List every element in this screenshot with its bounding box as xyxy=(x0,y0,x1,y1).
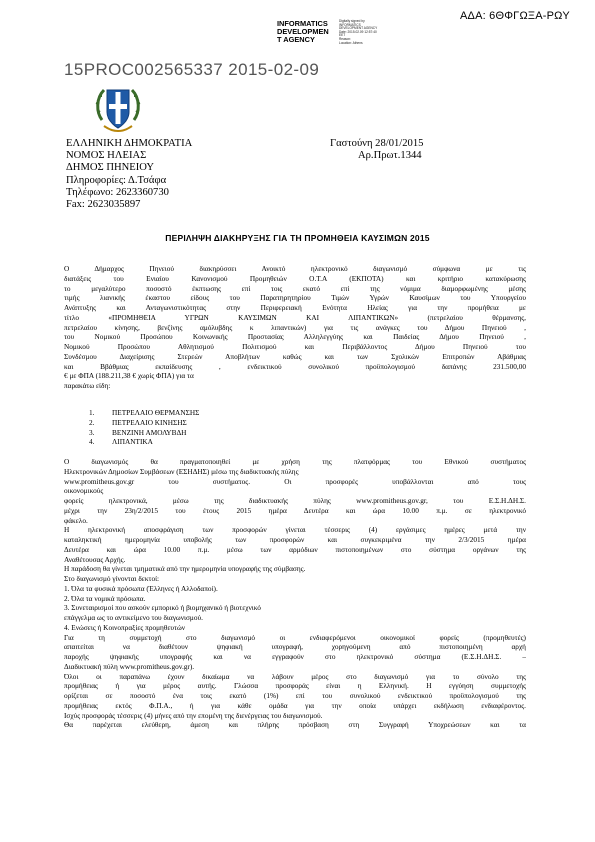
paragraph-line: προμήθειας ή για μέρος αυτής. Γλώσσα προσφοράς είναι η Ελληνική. Η εγγύηση συμμετοχής xyxy=(64,681,526,691)
signature-line: DEVELOPMENT AGENCY xyxy=(339,26,378,31)
fuel-item-number: 4. xyxy=(89,437,95,447)
paragraph-line: 1. Όλα τα φυσικά πρόσωπα (Έλληνες ή Αλλοδαποί). xyxy=(64,583,218,593)
paragraph-line: Δευτέρα και ώρα 10.00 π.μ. μέσω των αρμόδιων πιστοποιημένων στο σύστημα οργάνων της xyxy=(64,544,526,554)
signature-line: Reason: xyxy=(339,36,351,41)
fuel-item-number: 1. xyxy=(89,408,95,417)
paragraph-line: Νομικού Προσώπου Αθλητισμού Πολιτισμού και Περιβάλλοντος Δήμου Πηνειού του xyxy=(64,342,526,351)
document-title: ΠΕΡΙΛΗΨΗ ΔΙΑΚΗΡΥΞΗΣ ΓΙΑ ΤΗ ΠΡΟΜΗΘΕΙΑ ΚΑΥΣΙΜΩΝ 2015 xyxy=(165,233,430,243)
agency-line: DEVELOPMEN xyxy=(277,27,329,37)
paragraph-line: φορείς ηλεκτρονικά, μέσω της διαδικτυακής πύλης www.promitheus.gov.gr, του Ε.Σ.Η.ΔΗ.Σ. xyxy=(64,496,526,505)
municipality-name: ΔΗΜΟΣ ΠΗΝΕΙΟΥ xyxy=(66,162,155,174)
paragraph-line: και Ββάθμιας εκπαίδευσης , ενδεικτικού συνολικού προϋπολογισμού δαπάνης 231.500,00 xyxy=(64,361,526,371)
paragraph-line: 2. Όλα τα νομικά πρόσωπα. xyxy=(64,593,146,603)
paragraph-line: Ανάπτυξης και Ανταγωνιστικότητας στην Περιφερειακή Ενότητα Ηλείας για την προμήθεια με xyxy=(64,303,526,312)
paragraph-line: Στο διαγωνισμό γίνονται δεκτοί: xyxy=(64,574,160,583)
paragraph-line: το μεγαλύτερο ποσοστό έκπτωσης επί τοις εκατό επί της νόμιμα διαμορφωμένης μέσης xyxy=(64,283,526,293)
issuer-block xyxy=(66,138,192,211)
contact-person: Πληροφορίες: Δ.Τσάφα xyxy=(66,174,167,186)
digital-signature-stamp xyxy=(339,20,409,45)
paragraph-line: προμήθειας εκτός Φ.Π.Α., ή για κάθε ομάδα για την οποία υπάρχει εκδήλωση ενδιαφέροντος. xyxy=(64,700,526,710)
phone-number: Τηλέφωνο: 2623360730 xyxy=(66,186,169,198)
fuel-item-label: ΠΕΤΡΕΛΑΙΟ ΘΕΡΜΑΝΣΗΣ xyxy=(112,408,200,417)
paragraph-line: τιμής λιανικής έκαστου είδους του Παρατηρητηρίου Τιμών Υγρών Καυσίμων του Υπουργείου xyxy=(64,293,526,303)
paragraph-line: διατάξεις του Ενιαίου Κανονισμού Προμηθειών Ο.Τ.Α (ΕΚΠΟΤΑ) και κριτήριο κατακύρωσης xyxy=(64,273,526,283)
paragraph-line: Η παράδοση θα γίνεται τμηματικά από την ημερομηνία υπογραφής της σύμβασης. xyxy=(64,564,306,574)
main-paragraph xyxy=(64,264,526,391)
paragraph-line: 4. Ενώσεις ή Κοινοπραξίες προμηθευτών xyxy=(64,622,186,632)
fuel-item-label: ΒΕΝΖΙΝΗ ΑΜΟΛΥΒΔΗ xyxy=(112,427,187,437)
ada-code: ΑΔΑ: 6ΘΦΓΩΞΑ-ΡΩΥ xyxy=(460,10,570,22)
signature-line: Date: 2015.02.09 12:57:40 xyxy=(339,29,377,34)
signature-line: EET xyxy=(339,33,346,38)
paragraph-line: μέχρι την 23η/2/2015 του έτους 2015 ημέρα Δευτέρα και ώρα 10.00 π.μ. σε ηλεκτρονικό xyxy=(64,505,526,515)
country-name: ΕΛΛΗΝΙΚΗ ΔΗΜΟΚΡΑΤΙΑ xyxy=(66,138,193,149)
paragraph-line: παροχής ψηφιακής υπογραφής και να εγγραφούν στο ηλεκτρονικό σύστημα (Ε.Σ.Η.ΔΗ.Σ. – xyxy=(64,652,526,661)
paragraph-line: φάκελο. xyxy=(64,515,88,525)
paragraph-line: παρακάτω είδη: xyxy=(64,381,111,390)
paragraph-line: τίτλο «ΠΡΟΜΗΘΕΙΑ ΥΓΡΩΝ ΚΑΥΣΙΜΩΝ ΚΑΙ ΛΙΠΑΝΤΙΚΩΝ» (πετρελαίου θέρμανσης, xyxy=(64,312,526,322)
signature-line: INFORMATICS xyxy=(339,22,361,27)
paragraph-line: του Νομικού Προσώπου Κοινωνικής Προστασίας Αλληλεγγύης και Παιδείας Δήμου Πηνειού , xyxy=(64,332,526,342)
fuel-item xyxy=(89,408,289,418)
greek-coat-of-arms-icon xyxy=(94,82,142,136)
paragraph-line: Ισχύς προσφοράς τέσσερις (4) μήνες από την επομένη της διενέργειας του διαγωνισμού. xyxy=(64,710,323,720)
date-protocol-block xyxy=(330,138,423,162)
tender-terms-paragraph xyxy=(64,457,526,730)
paragraph-line: Ηλεκτρονικών Δημοσίων Συμβάσεων (ΕΣΗΔΗΣ) μέσω της διαδικτυακής πύλης xyxy=(64,466,299,476)
paragraph-line: ορίζεται σε ποσοστό ένα τοις εκατό (1%) επί του συνολικού ενδεικτικού προϋπολογισμού της xyxy=(64,691,526,700)
paragraph-line: Συνδέσμου Διαχείρισης Στερεών Αποβλήτων καθώς και των Σχολικών Επιτροπών Αβάθμιας xyxy=(64,351,526,361)
signature-line: Digitally signed by xyxy=(339,19,365,23)
protocol-stamp: 15PROC002565337 2015-02-09 xyxy=(64,60,320,79)
paragraph-line: www.promitheus.gov.gr του συστήματος. Οι προσφορές υποβάλλονται από τους xyxy=(64,476,526,486)
paragraph-line: επάγγελμα ως το αντικείμενο του διαγωνισμού. xyxy=(64,613,203,622)
protocol-number: Αρ.Πρωτ.1344 xyxy=(358,150,422,162)
fuel-item-number: 3. xyxy=(89,427,95,437)
paragraph-line: πετρελαίου κίνησης, βενζίνης αμόλυβδης κ λιπαντικών) για τις ανάγκες του Δήμου Πηνειού , xyxy=(64,322,526,332)
fuel-item-number: 2. xyxy=(89,417,95,427)
paragraph-line: Ο διαγωνισμός θα πραγματοποιηθεί με χρήση της πλατφόρμας του Εθνικού συστήματος xyxy=(64,457,526,466)
document-date: Γαστούνη 28/01/2015 xyxy=(330,138,424,149)
agency-line: T AGENCY xyxy=(277,35,315,45)
fuel-item xyxy=(89,437,289,447)
paragraph-line: Για τη συμμετοχή στο διαγωνισμό οι ενδιαφερόμενοι οικονομικοί φορείς (προμηθευτές) xyxy=(64,632,526,642)
fuel-items-list xyxy=(89,408,289,447)
paragraph-line: καταληκτική ημερομηνία υποβολής των προσφορών και συγκεκριμένα την 2/3/2015 ημέρα xyxy=(64,535,526,544)
paragraph-line: Διαδικτυακή πύλη www.promitheus.gov.gr). xyxy=(64,661,195,671)
paragraph-line: Αναθέτουσας Αρχής. xyxy=(64,554,126,564)
fuel-item-label: ΛΙΠΑΝΤΙΚΑ xyxy=(112,437,153,447)
prefecture-name: ΝΟΜΟΣ ΗΛΕΙΑΣ xyxy=(66,150,147,162)
paragraph-line: Όλοι οι παραπάνω έχουν δικαίωμα να λάβουν μέρος στο διαγωνισμό για το σύνολο της xyxy=(64,671,526,681)
paragraph-line: απαιτείται να διαθέτουν ψηφιακή υπογραφή, χορηγούμενη από πιστοποιημένη αρχή xyxy=(64,642,526,652)
paragraph-line: Θα παρέχεται ελεύθερη, άμεση και πλήρης πρόσβαση στη Συγγραφή Υποχρεώσεων και τα xyxy=(64,720,526,730)
signing-agency xyxy=(277,20,337,45)
paragraph-line: Η ηλεκτρονική αποσφράγιση των προσφορών γίνεται τέσσερις (4) εργάσιμες ημέρες μετά την xyxy=(64,525,526,535)
paragraph-line: οικονομικούς xyxy=(64,486,104,496)
fax-number: Fax: 2623035897 xyxy=(66,199,141,211)
fuel-item xyxy=(89,428,289,438)
paragraph-line: Ο Δήμαρχος Πηνειού διακηρύσσει Ανοικτό ηλεκτρονικό διαγωνισμό σύμφωνα με τις xyxy=(64,264,526,273)
paragraph-line: € με ΦΠΑ (188.211,38 € χωρίς ΦΠΑ) για τα xyxy=(64,371,194,381)
fuel-item-label: ΠΕΤΡΕΛΑΙΟ ΚΙΝΗΣΗΣ xyxy=(112,417,187,427)
fuel-item xyxy=(89,418,289,428)
paragraph-line: 3. Συνεταιρισμοί που ασκούν εμπορικό ή βιομηχανικό ή βιοτεχνικό xyxy=(64,603,261,613)
agency-line: INFORMATICS xyxy=(277,19,328,28)
signature-line: Location: Athens xyxy=(339,40,363,45)
